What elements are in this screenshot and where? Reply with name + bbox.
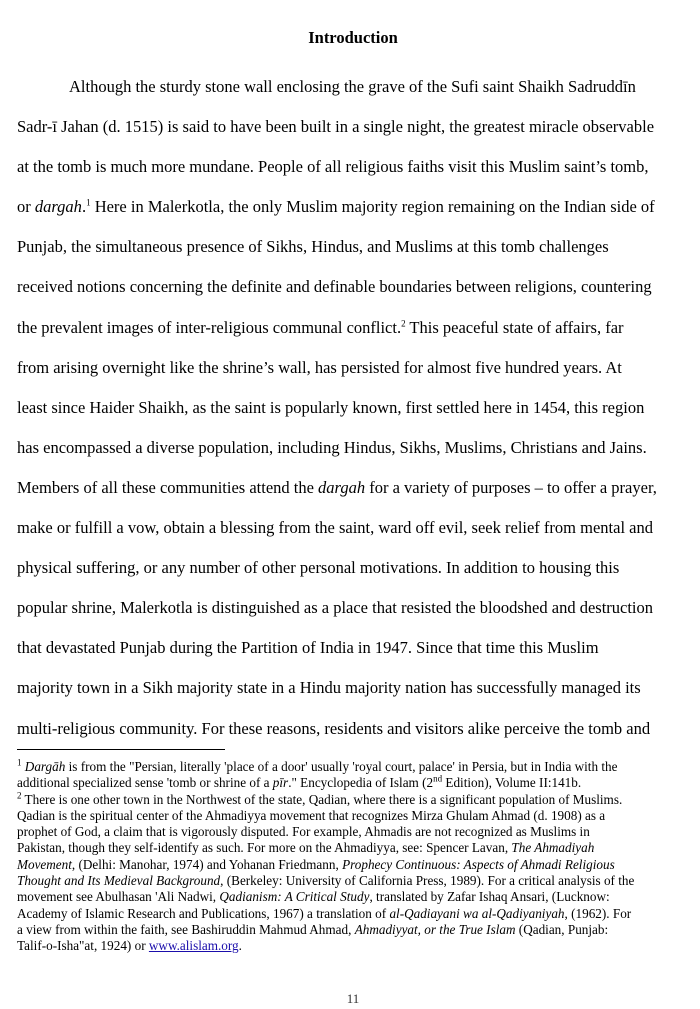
body-line	[17, 147, 700, 187]
footnote-marker: 2	[401, 318, 406, 329]
text-run: .	[238, 938, 242, 954]
text-run: the prevalent images of inter-religious communal conflict.	[17, 317, 402, 337]
italic-text: Movement	[17, 856, 72, 872]
footnote-line	[17, 938, 697, 954]
text-run: Although the sturdy stone wall enclosing the grave of the Sufi saint Shaikh Sadruddīn	[69, 77, 636, 96]
footnote-line	[17, 824, 697, 840]
footnote-separator	[17, 749, 225, 750]
footnote-marker: 1	[17, 757, 22, 768]
footnote-line	[17, 775, 697, 791]
footnote-line	[17, 840, 697, 856]
text-run: , translated by Zafar Ishaq Ansari, (Lucknow:	[369, 889, 610, 905]
text-run: or	[17, 197, 35, 217]
text-run: popular shrine, Malerkotla is distinguished as a place that resisted the bloodshed and destruction	[17, 598, 654, 618]
italic-text: dargah	[34, 197, 82, 217]
footnote-line	[17, 906, 697, 922]
body-line	[17, 628, 700, 668]
text-run: least since Haider Shaikh, as the saint is popularly known, first settled here in 1454, this region	[17, 397, 645, 417]
body-line	[17, 588, 700, 628]
text-run: ." Encyclopedia of Islam (2	[288, 775, 434, 791]
text-run: , (Delhi: Manohar, 1974) and Yohanan Friedmann,	[71, 856, 343, 872]
body-line	[17, 227, 700, 267]
body-line	[17, 428, 700, 468]
text-run: .	[81, 197, 87, 217]
body-line	[17, 508, 700, 548]
text-run: This peaceful state of affairs, far	[405, 317, 624, 337]
italic-text: Thought and Its Medieval Background	[17, 873, 221, 889]
page-number: 11	[346, 991, 360, 1006]
footnote-link[interactable]: www.alislam.org	[148, 938, 239, 954]
text-run: , (1962). For	[564, 905, 632, 921]
text-run: Qadian is the spiritual center of the Ahmadiyya movement that recognizes Mirza Ghulam Ahmad (d. 1908) as a	[17, 807, 606, 823]
text-run: prophet of God, a claim that is vigorously disputed. For example, Ahmadis are not recognized as Muslims in	[17, 824, 590, 840]
italic-text: dargah	[318, 477, 366, 497]
footnote-line	[17, 873, 697, 889]
text-run: Punjab, the simultaneous presence of Sikhs, Hindus, and Muslims at this tomb challenges	[17, 237, 609, 257]
text-run: for a variety of purposes – to offer a prayer,	[365, 477, 657, 497]
italic-text: Dargāh	[24, 759, 66, 774]
text-run: additional specialized sense 'tomb or shrine of a	[17, 775, 273, 791]
italic-text: al-Qadiayani wa al-Qadiyaniyah	[389, 905, 565, 921]
text-run: , (Berkeley: University of California Press, 1989). For a critical analysis of the	[220, 873, 635, 889]
text-run: at the tomb is much more mundane. People of all religious faiths visit this Muslim saint’s tomb,	[17, 157, 649, 177]
footnotes	[17, 759, 697, 955]
body-text	[17, 67, 700, 749]
italic-text: Qadianism: A Critical Study	[219, 889, 370, 905]
body-line	[17, 187, 700, 227]
text-run: has encompassed a diverse population, including Hindus, Sikhs, Muslims, Christians and Jains.	[17, 437, 647, 457]
body-line	[17, 709, 700, 749]
text-run: physical suffering, or any number of other personal motivations. In addition to housing this	[17, 558, 620, 578]
text-run: (Qadian, Punjab:	[515, 921, 609, 937]
body-line	[17, 548, 700, 588]
text-run: received notions concerning the definite and definable boundaries between religions, countering	[17, 277, 652, 297]
text-run: Here in Malerkotla, the only Muslim majority region remaining on the Indian side of	[90, 197, 655, 217]
text-run: majority town in a Sikh majority state in a Hindu majority nation has successfully managed its	[17, 678, 641, 698]
body-line	[17, 388, 700, 428]
italic-text: pīr	[272, 775, 289, 791]
italic-text: Prophecy Continuous: Aspects of Ahmadi Religious	[342, 856, 615, 872]
italic-text: The Ahmadiyah	[511, 840, 595, 856]
text-run: Pakistan, though they self-identify as such. For more on the Ahmadiyya, see: Spencer Lavan,	[17, 840, 512, 856]
body-line	[17, 348, 700, 388]
section-title: Introduction	[308, 28, 398, 47]
text-run: Academy of Islamic Research and Publications, 1967) a translation of	[17, 905, 390, 921]
footnote-line	[17, 759, 697, 775]
footnote-marker: 2	[17, 790, 22, 801]
body-line	[17, 107, 700, 147]
text-run: multi-religious community. For these reasons, residents and visitors alike perceive the tomb and	[17, 718, 651, 738]
body-line	[17, 67, 700, 107]
text-run: Talif-o-Isha"at, 1924) or	[17, 938, 149, 954]
footnote-line	[17, 889, 697, 905]
footnote-line	[17, 792, 697, 808]
footnote-line	[17, 857, 697, 873]
text-run: is from the "Persian, literally 'place of a door' usually 'royal court, palace' in Persia, but in India with the	[65, 759, 618, 774]
footnote-marker: nd	[433, 773, 443, 784]
body-line	[17, 668, 700, 708]
footnote-line	[17, 922, 697, 938]
footnote-marker: 1	[86, 197, 91, 208]
body-line	[17, 308, 700, 348]
body-line	[17, 468, 700, 508]
text-run: Edition), Volume II:141b.	[442, 775, 582, 791]
text-run: that devastated Punjab during the Partition of India in 1947. Since that time this Muslim	[17, 638, 599, 658]
text-run: movement see Abulhasan 'Ali Nadwi,	[17, 889, 220, 905]
text-run: make or fulfill a vow, obtain a blessing from the saint, ward off evil, seek relief from mental and	[17, 518, 653, 538]
body-line	[17, 267, 700, 307]
text-run: Members of all these communities attend the	[17, 477, 319, 497]
footnote-line	[17, 808, 697, 824]
text-run: from arising overnight like the shrine’s wall, has persisted for almost five hundred years. At	[17, 357, 622, 377]
text-run: There is one other town in the Northwest of the state, Qadian, where there is a significant population of Muslims.	[21, 791, 623, 807]
text-run: a view from within the faith, see Bashiruddin Mahmud Ahmad,	[17, 921, 355, 937]
italic-text: Ahmadiyyat, or the True Islam	[354, 921, 516, 937]
text-run: Sadr-ī Jahan (d. 1515) is said to have been built in a single night, the greatest miracle observable	[17, 117, 655, 137]
